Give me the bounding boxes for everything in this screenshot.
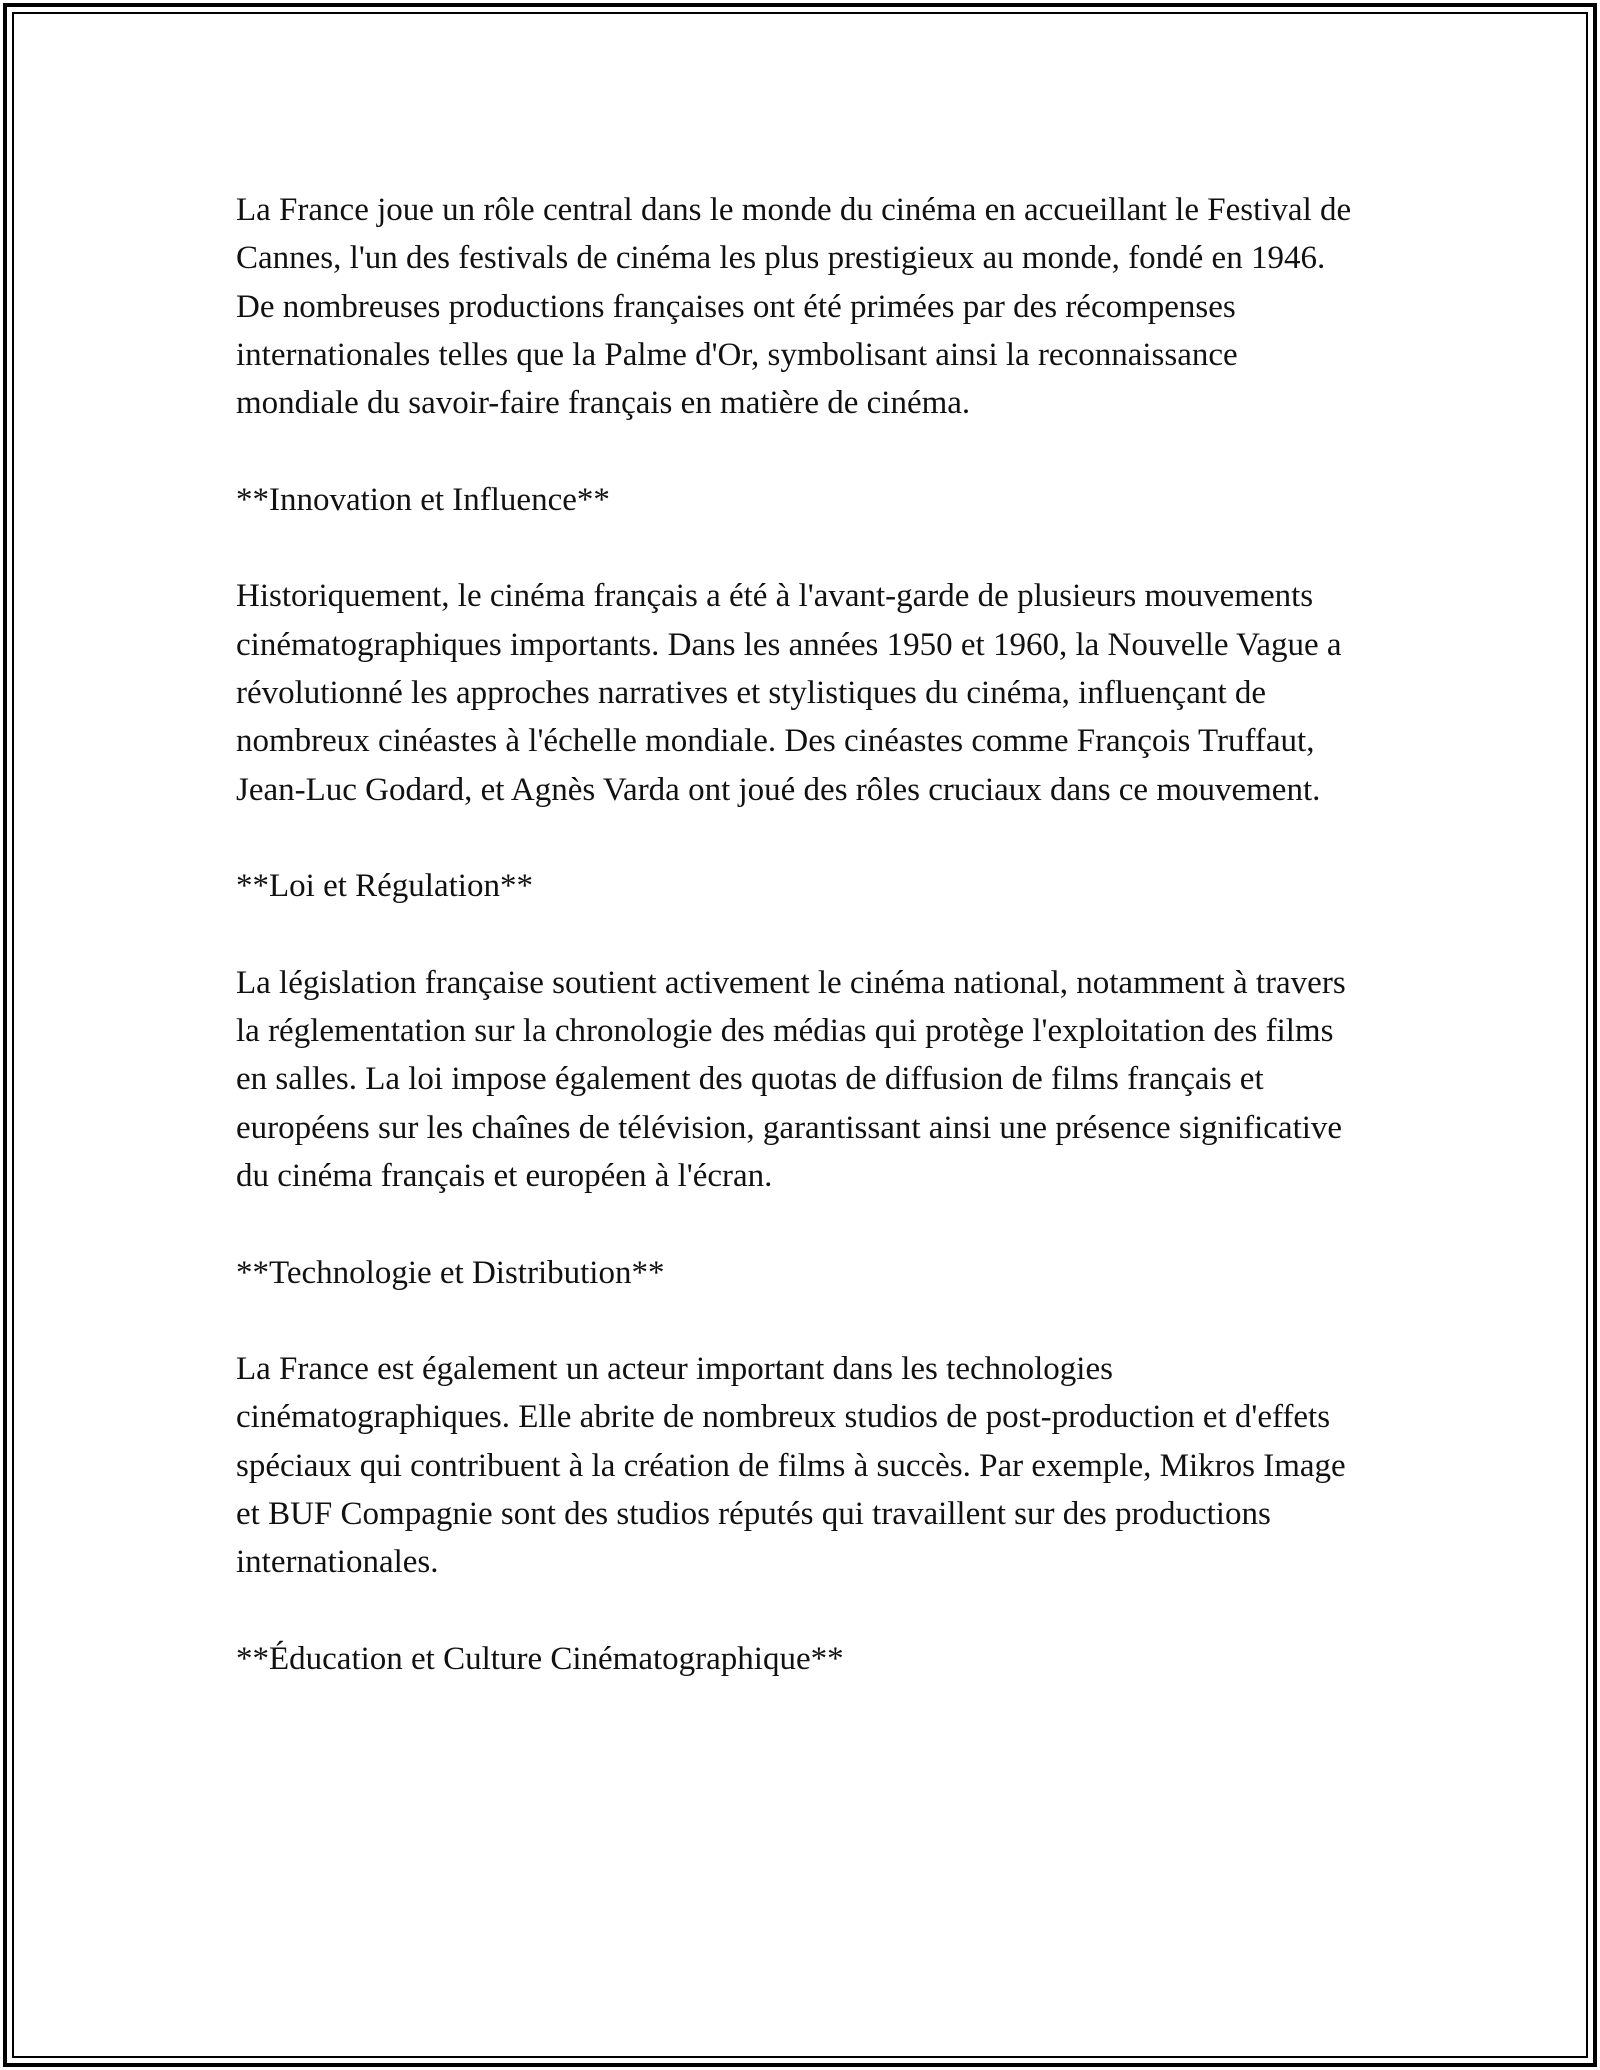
section-heading-education: **Éducation et Culture Cinématographique** <box>236 1640 844 1677</box>
section-heading-innovation: **Innovation et Influence** <box>236 481 610 518</box>
section-heading-technology: **Technologie et Distribution** <box>236 1254 665 1291</box>
paragraph-innovation: Historiquement, le cinéma français a été à l'avant-garde de plusieurs mouvements cinématographiques importants. Dans les années 1950 et 1960, la Nouvelle Vague a révolutionné les approches narratives et stylistiques du cinéma, influençant de nombreux cinéastes à l'échelle mondiale. Des cinéastes comme François Truffaut, Jean-Luc Godard, et Agnès Varda ont joué des rôles cruciaux dans ce mouvement. <box>236 578 1342 808</box>
paragraph-technology: La France est également un acteur important dans les technologies cinématographiques. Elle abrite de nombreux studios de post-production et d'effets spéciaux qui contribuent à la création de films à succès. Par exemple, Mikros Image et BUF Compagnie sont des studios réputés qui travaillent sur des productions internationales. <box>236 1351 1346 1581</box>
section-heading-law: **Loi et Régulation** <box>236 868 533 905</box>
paragraph-law: La législation française soutient activement le cinéma national, notamment à travers la réglementation sur la chronologie des médias qui protège l'exploitation des films en salles. La loi impose également des quotas de diffusion de films français et européens sur les chaînes de télévision, garantissant ainsi une présence significative du cinéma français et européen à l'écran. <box>236 964 1346 1194</box>
paragraph-intro: La France joue un rôle central dans le monde du cinéma en accueillant le Festival de Cannes, l'un des festivals de cinéma les plus prestigieux au monde, fondé en 1946. De nombreuses productions françaises ont été primées par des récompenses internationales telles que la Palme d'Or, symbolisant ainsi la reconnaissance mondiale du savoir-faire français en matière de cinéma. <box>236 192 1352 422</box>
document-body <box>236 186 1366 1732</box>
